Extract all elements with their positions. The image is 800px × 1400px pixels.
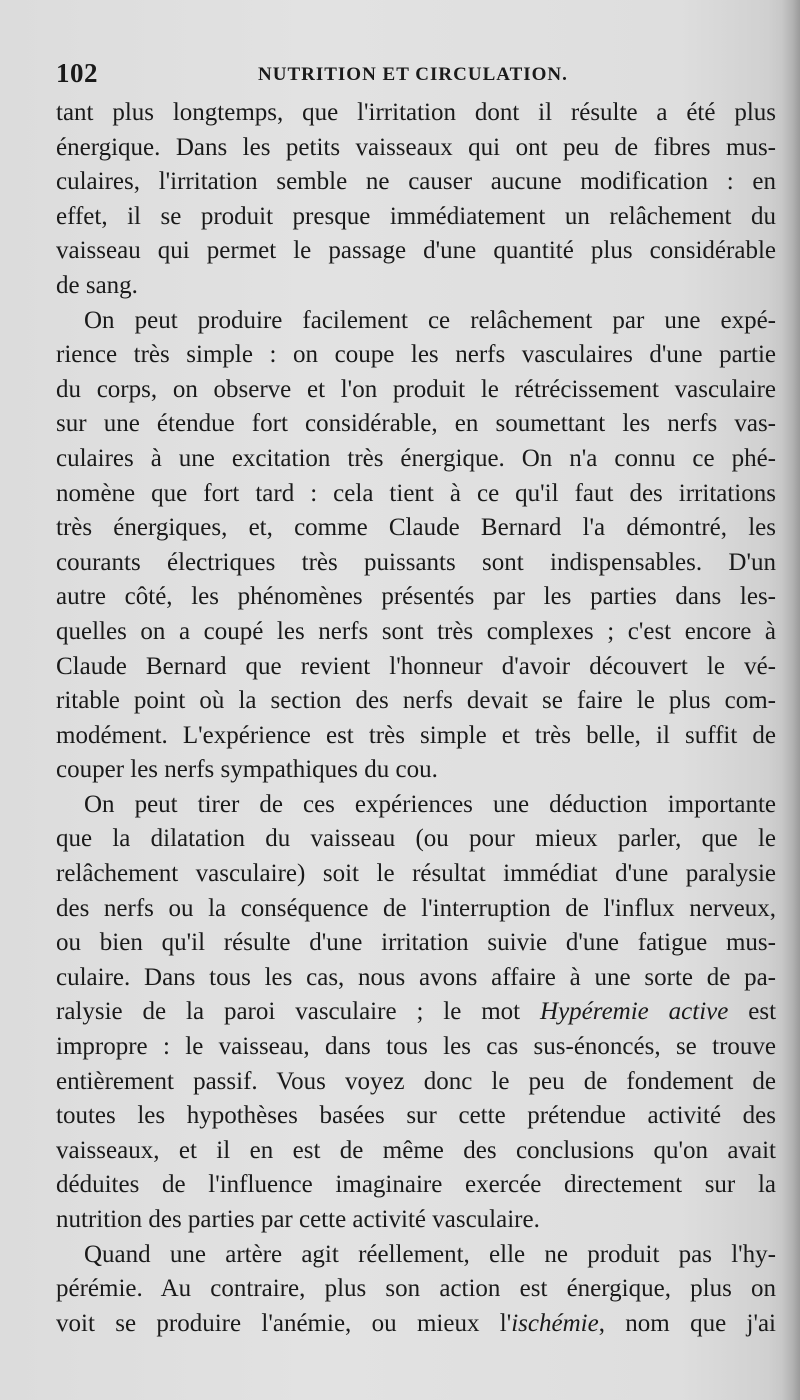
text-line: déduites de l'influence imaginaire exercée directement sur la <box>56 1171 776 1199</box>
page-header <box>56 58 776 92</box>
text-line: effet, il se produit presque immédiatement un relâchement du <box>56 202 776 230</box>
text-line: rience très simple : on coupe les nerfs vasculaires d'une partie <box>56 341 776 369</box>
text-line: pérémie. Au contraire, plus son action est énergique, plus on <box>56 1275 776 1303</box>
paragraph-start: On peut tirer de ces expériences une déduction importante <box>84 790 776 818</box>
text-line: modément. L'expérience est très simple et très belle, il suffit de <box>56 721 776 749</box>
text-line: tant plus longtemps, que l'irritation dont il résulte a été plus <box>56 99 776 126</box>
paragraph-start: On peut produire facilement ce relâchement par une expé- <box>84 306 776 334</box>
text-line: entièrement passif. Vous voyez donc le peu de fondement de <box>56 1067 776 1095</box>
italic-term: ischémie <box>511 1309 599 1337</box>
text-line: couper les nerfs sympathiques du cou. <box>56 756 438 784</box>
text-line: énergique. Dans les petits vaisseaux qui ont peu de fibres mus- <box>56 133 776 161</box>
text-line: quelles on a coupé les nerfs sont très complexes ; c'est encore à <box>56 617 776 645</box>
text-line-with-italic <box>56 1307 776 1342</box>
text-line: culaires à une excitation très énergique. On n'a connu ce phé- <box>56 444 776 472</box>
text-line: ou bien qu'il résulte d'une irritation suivie d'une fatigue mus- <box>56 929 776 957</box>
text-line: très énergiques, et, comme Claude Bernard l'a démontré, les <box>56 514 776 542</box>
running-head: NUTRITION ET CIRCULATION. <box>258 64 568 85</box>
text-line: impropre : le vaisseau, dans tous les cas sus-énoncés, se trouve <box>56 1033 776 1061</box>
text-line-with-italic <box>56 995 776 1030</box>
text-line: courants électriques très puissants sont indispensables. D'un <box>56 548 776 576</box>
text-line: toutes les hypothèses basées sur cette prétendue activité des <box>56 1102 776 1130</box>
text-line: nutrition des parties par cette activité vasculaire. <box>56 1206 540 1233</box>
text-line: autre côté, les phénomènes présentés par les parties dans les- <box>56 583 776 611</box>
text-line: que la dilatation du vaisseau (ou pour mieux parler, que le <box>56 825 776 853</box>
text-line: vaisseau qui permet le passage d'une quantité plus considérable <box>56 237 776 265</box>
text-segment: est <box>748 998 777 1026</box>
page-edge-shadow <box>782 0 800 1400</box>
text-line: nomène que fort tard : cela tient à ce qu'il faut des irritations <box>56 479 776 507</box>
text-line: culaires, l'irritation semble ne causer aucune modification : en <box>56 168 776 196</box>
text-line: Claude Bernard que revient l'honneur d'avoir découvert le vé- <box>56 652 776 680</box>
page-number: 102 <box>56 58 98 88</box>
text-line: sur une étendue fort considérable, en soumettant les nerfs vas- <box>56 410 776 438</box>
text-segment: voit se produire l'anémie, ou mieux l' <box>56 1309 512 1337</box>
paragraph-start: Quand une artère agit réellement, elle ne produit pas l'hy- <box>84 1240 776 1268</box>
text-line: relâchement vasculaire) soit le résultat immédiat d'une paralysie <box>56 860 776 888</box>
text-segment: , nom que j'ai <box>598 1309 776 1337</box>
text-line: culaire. Dans tous les cas, nous avons affaire à une sorte de pa- <box>56 963 776 991</box>
text-line: de sang. <box>56 271 138 299</box>
text-segment: ralysie de la paroi vasculaire ; le mot <box>56 998 521 1026</box>
text-line: vaisseaux, et il en est de même des conclusions qu'on avait <box>56 1136 776 1164</box>
body-text <box>56 96 776 1341</box>
text-line: du corps, on observe et l'on produit le rétrécissement vasculaire <box>56 375 776 403</box>
italic-term: Hypéremie active <box>540 998 729 1026</box>
text-line: des nerfs ou la conséquence de l'interruption de l'influx nerveux, <box>56 894 776 922</box>
text-line: ritable point où la section des nerfs devait se faire le plus com- <box>56 687 776 715</box>
